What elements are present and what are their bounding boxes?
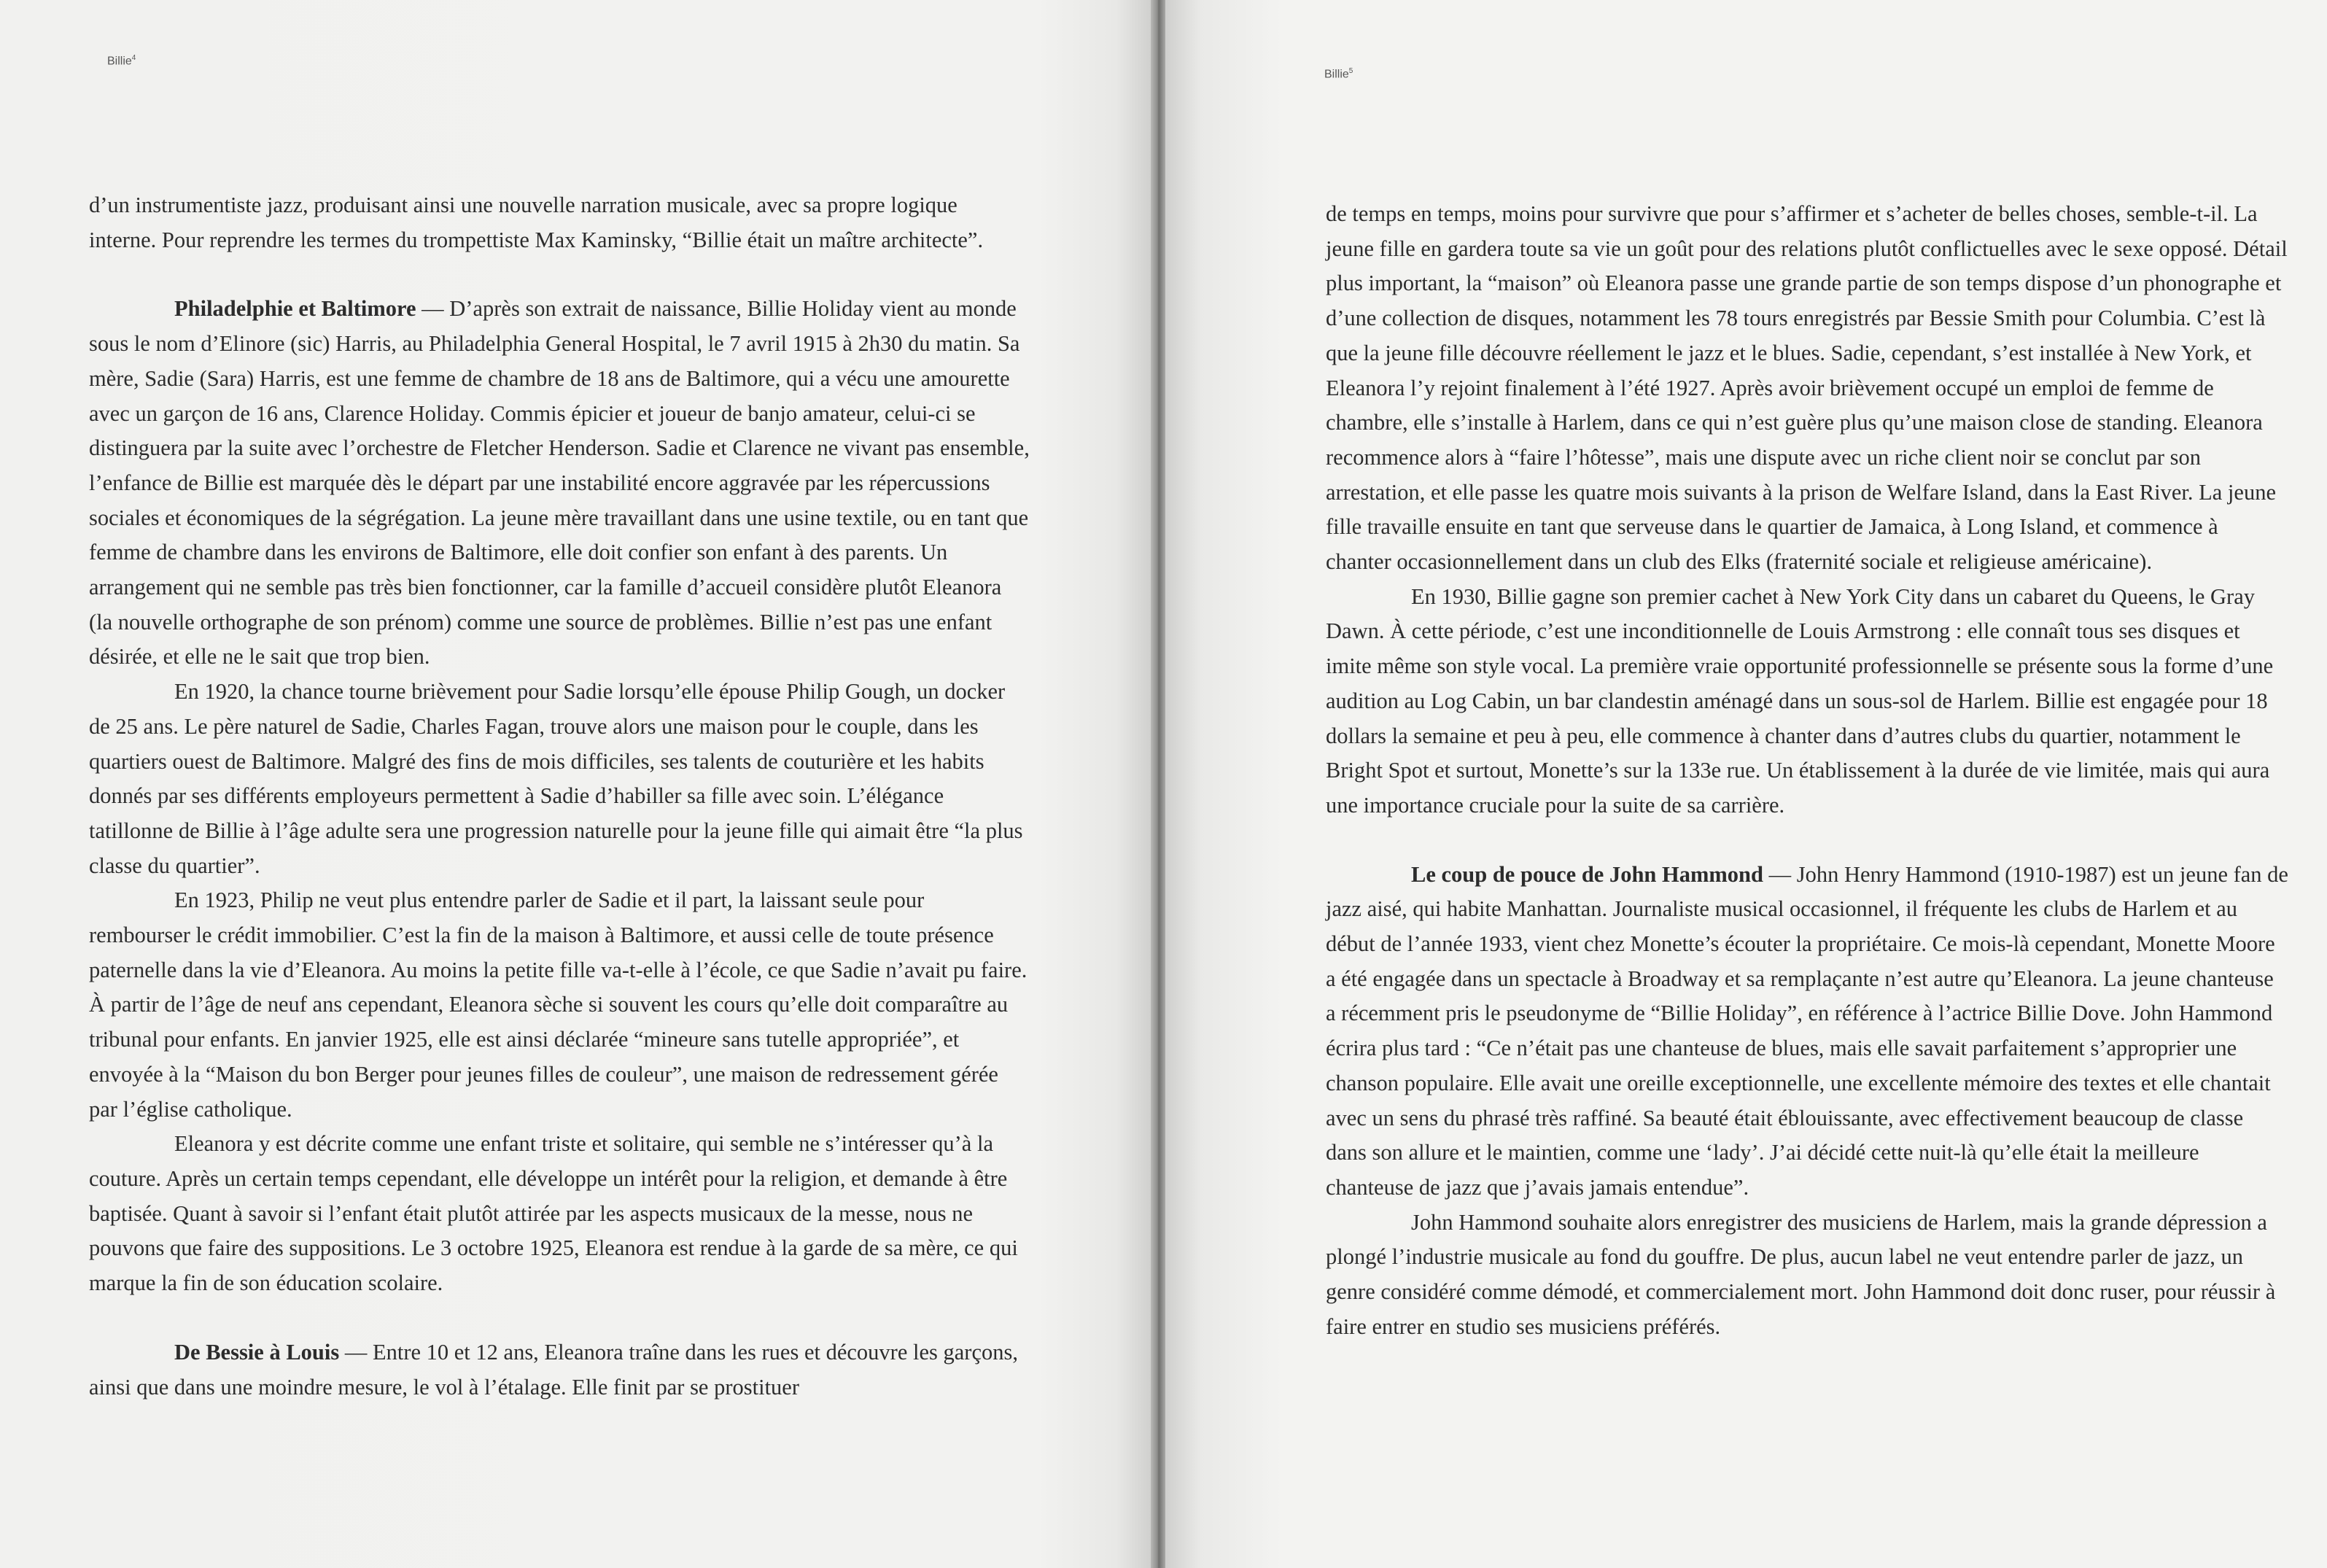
left-page — [0, 0, 1151, 1568]
running-head-left — [107, 54, 136, 68]
running-head-title: Billie — [107, 55, 132, 68]
heading-dash: — — [416, 296, 450, 322]
paragraph-text: John Hammond souhaite alors enregistrer des musiciens de Harlem, mais la grande dépression a plongé l’industrie musicale au fond du gouffre. De plus, aucun label ne veut entendre parler de jazz, un genre considéré comme démodé, et commercialement mort. John Hammond doit donc ruser, pour réussir à faire entrer en studio ses musiciens préférés. — [1326, 1209, 2276, 1339]
section-heading: Le coup de pouce de John Hammond — [1411, 861, 1763, 887]
paragraph-text: En 1920, la chance tourne brièvement pour Sadie lorsqu’elle épouse Philip Gough, un docker de 25 ans. Le père naturel de Sadie, Charles Fagan, trouve alors une maison pour le couple, dans les quartiers ouest de Baltimore. Malgré des fins de mois difficiles, ses talents de couturière et les habits donnés par ses différents employeurs permettent à Sadie d’habiller sa fille avec soin. L’élégance tatillonne de Billie à l’âge adulte sera une progression naturelle pour la jeune fille qui aimait être “la plus classe du quartier”. — [89, 679, 1023, 878]
section-paragraph — [89, 1335, 1030, 1405]
body-paragraph — [1326, 1206, 2288, 1345]
heading-dash: — — [1763, 861, 1797, 887]
body-paragraph — [89, 883, 1030, 1127]
right-page-text — [1326, 197, 2288, 1345]
paragraph-text: D’après son extrait de naissance, Billie Holiday vient au monde sous le nom d’Elinore (sic) Harris, au Philadelphia General Hospital, le 7 avril 1915 à 2h30 du matin. Sa mère, Sadie (Sara) Harris, est une femme de chambre de 18 ans de Baltimore, qui a vécu une amourette avec un garçon de 16 ans, Clarence Holiday. Commis épicier et joueur de banjo amateur, celui-ci se distinguera par la suite avec l’orchestre de Fletcher Henderson. Sadie et Clarence ne vivant pas ensemble, l’enfance de Billie est marquée dès le départ par une instabilité encore aggravée par les répercussions sociales et économiques de la ségrégation. La jeune mère travaillant dans une usine textile, ou en tant que femme de chambre dans les environs de Baltimore, elle doit confier son enfant à des parents. Un arrangement qui ne semble pas très bien fonctionner, car la famille d’accueil considère plutôt Eleanora (la nouvelle orthographe de son prénom) comme une source de problèmes. Billie n’est pas une enfant désirée, et elle ne le sait que trop bien. — [89, 296, 1030, 669]
paragraph-text: d’un instrumentiste jazz, produisant ainsi une nouvelle narration musicale, avec sa propre logique interne. Pour reprendre les termes du trompettiste Max Kaminsky, “Billie était un maître architecte”. — [89, 193, 984, 252]
paragraph-text: John Henry Hammond (1910-1987) est un jeune fan de jazz aisé, qui habite Manhattan. Journaliste musical occasionnel, il fréquente les clubs de Harlem et au début de l’année 1933, vient chez Monette’s écouter la propriétaire. Ce mois-là cependant, Monette Moore a été engagée dans un spectacle à Broadway et sa remplaçante n’est autre qu’Eleanora. La jeune chanteuse a récemment pris le pseudonyme de “Billie Holiday”, en référence à l’actrice Billie Dove. John Hammond écrira plus tard : “Ce n’était pas une chanteuse de blues, mais elle savait parfaitement s’approprier une chanson populaire. Elle avait une oreille exceptionnelle, une excellente mémoire des textes et elle chantait avec un sens du phrasé très raffiné. Sa beauté était éblouissante, avec effectivement beaucoup de classe dans son allure et le maintien, comme une ‘lady’. J’ai décidé cette nuit-là qu’elle était la meilleure chanteuse de jazz que j’avais jamais entendue”. — [1326, 861, 2288, 1200]
paragraph-text: de temps en temps, moins pour survivre que pour s’affirmer et s’acheter de belles choses, semble-t-il. La jeune fille en gardera toute sa vie un goût pour des relations plutôt conflictuelles avec le sexe opposé. Détail plus important, la “maison” où Eleanora passe une grande partie de son temps dispose d’un phonographe et d’une collection de disques, notamment les 78 tours enregistrés par Bessie Smith pour Columbia. C’est là que la jeune fille découvre réellement le jazz et le blues. Sadie, cependant, s’est installée à New York, et Eleanora l’y rejoint finalement à l’été 1927. Après avoir brièvement occupé un emploi de femme de chambre, elle s’installe à Harlem, dans ce qui n’est guère plus qu’une maison close de standing. Eleanora recommence alors à “faire l’hôtesse”, mais une dispute avec un riche client noir se conclut par son arrestation, et elle passe les quatre mois suivants à la prison de Welfare Island, dans la East River. La jeune fille travaille ensuite en tant que serveuse dans le quartier de Jamaica, à Long Island, et commence à chanter occasionnellement dans un club des Elks (fraternité sociale et religieuse américaine). — [1326, 201, 2288, 575]
section-heading: Philadelphie et Baltimore — [174, 296, 416, 322]
body-paragraph — [89, 675, 1030, 883]
heading-dash: — — [339, 1339, 373, 1365]
body-paragraph — [1326, 580, 2288, 823]
section-paragraph — [89, 292, 1030, 675]
body-paragraph — [1326, 197, 2288, 580]
right-page — [1165, 0, 2327, 1568]
body-paragraph — [89, 188, 1030, 257]
paragraph-text: Eleanora y est décrite comme une enfant triste et solitaire, qui semble ne s’intéresser qu’à la couture. Après un certain temps cependant, elle développe un intérêt pour la religion, et demande à être baptisée. Quant à savoir si l’enfant était plutôt attirée par les aspects musicaux de la messe, nous ne pouvons que faire des suppositions. Le 3 octobre 1925, Eleanora est rendue à la garde de sa mère, ce qui marque la fin de son éducation scolaire. — [89, 1131, 1018, 1296]
body-paragraph — [89, 1127, 1030, 1301]
running-head-right — [1324, 67, 1353, 81]
section-heading: De Bessie à Louis — [174, 1339, 340, 1365]
paragraph-text: En 1923, Philip ne veut plus entendre parler de Sadie et il part, la laissant seule pour rembourser le crédit immobilier. C’est la fin de la maison à Baltimore, et aussi celle de toute présence paternelle dans la vie d’Eleanora. Au moins la petite fille va-t-elle à l’école, ce que Sadie n’avait pu faire. À partir de l’âge de neuf ans cependant, Eleanora sèche si souvent les cours qu’elle doit comparaître au tribunal pour enfants. En janvier 1925, elle est ainsi déclarée “mineure sans tutelle appropriée”, et envoyée à la “Maison du bon Berger pour jeunes filles de couleur”, une maison de redressement gérée par l’église catholique. — [89, 888, 1027, 1122]
running-head-title: Billie — [1324, 68, 1349, 81]
book-gutter — [1151, 0, 1165, 1568]
paragraph-text: En 1930, Billie gagne son premier cachet à New York City dans un cabaret du Queens, le Gray Dawn. À cette période, c’est une inconditionnelle de Louis Armstrong : elle connaît tous ses disques et imite même son style vocal. La première vraie opportunité professionnelle se présente sous la forme d’une audition au Log Cabin, un bar clandestin aménagé dans un sous-sol de Harlem. Billie est engagée pour 18 dollars la semaine et peu à peu, elle commence à chanter dans d’autres clubs du quartier, notamment le Bright Spot et surtout, Monette’s sur la 133e rue. Un établissement à la durée de vie limitée, mais qui aura une importance cruciale pour la suite de sa carrière. — [1326, 583, 2274, 818]
page-number: 4 — [131, 54, 136, 62]
left-page-text — [89, 188, 1030, 1405]
page-number: 5 — [1348, 67, 1353, 75]
paragraph-text: Entre 10 et 12 ans, Eleanora traîne dans les rues et découvre les garçons, ainsi que dans une moindre mesure, le vol à l’étalage. Elle finit par se prostituer — [89, 1339, 1018, 1400]
section-paragraph — [1326, 858, 2288, 1206]
